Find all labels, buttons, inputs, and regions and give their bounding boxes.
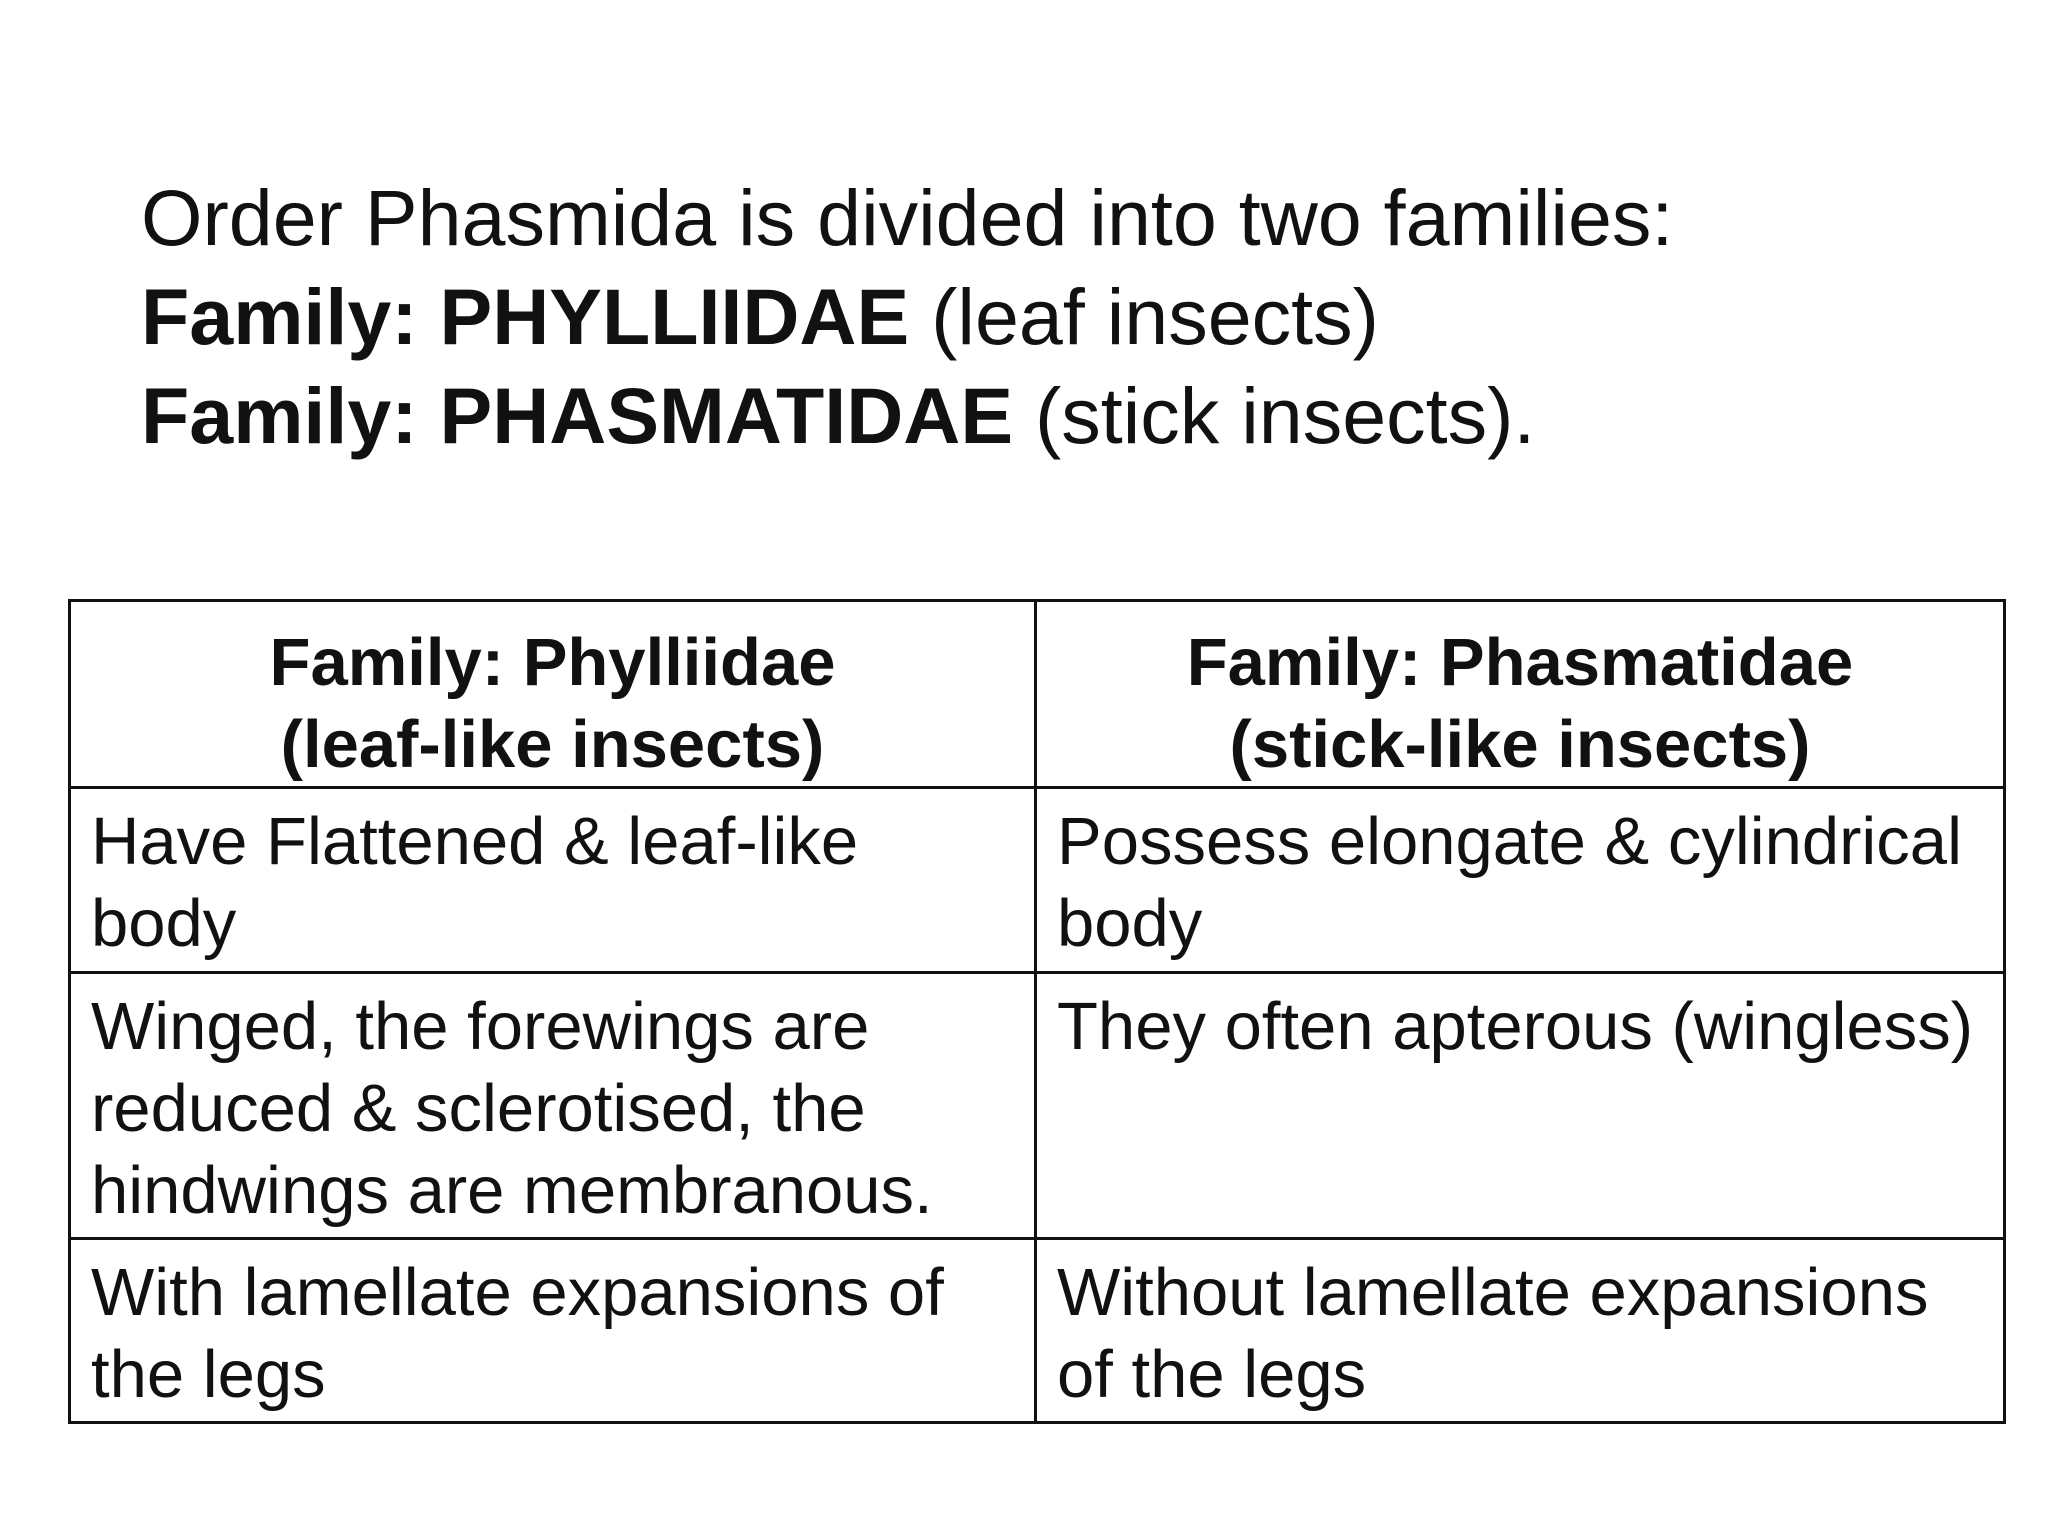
table-cell: Possess elongate & cylindrical body — [1036, 788, 2005, 973]
table-row — [70, 973, 2005, 1239]
header-phasmatidae-line-2: (stick-like insects) — [1229, 707, 1811, 782]
family-phasmatidae-note: (stick insects). — [1013, 371, 1536, 460]
family-phasmatidae-label: Family: PHASMATIDAE — [141, 371, 1014, 460]
intro-line-3 — [141, 366, 1673, 465]
header-phasmatidae — [1036, 601, 2005, 788]
header-phasmatidae-line-1: Family: Phasmatidae — [1186, 625, 1854, 700]
family-phylliidae-note: (leaf insects) — [909, 272, 1379, 361]
table-cell: With lamellate expansions of the legs — [70, 1239, 1036, 1423]
comparison-table — [68, 599, 2006, 1424]
table-row — [70, 788, 2005, 973]
table-cell: Winged, the forewings are reduced & sclerotised, the hindwings are membranous. — [70, 973, 1036, 1239]
table-row — [70, 1239, 2005, 1423]
table-header-row — [70, 601, 2005, 788]
header-phylliidae — [70, 601, 1036, 788]
table-cell: Without lamellate expansions of the legs — [1036, 1239, 2005, 1423]
intro-line-1: Order Phasmida is divided into two families: — [141, 173, 1674, 262]
table-cell: Have Flattened & leaf-like body — [70, 788, 1036, 973]
table-cell: They often apterous (wingless) — [1036, 973, 2005, 1239]
family-phylliidae-label: Family: PHYLLIIDAE — [141, 272, 910, 361]
intro-line-2 — [141, 267, 1673, 366]
intro-text — [141, 168, 1673, 465]
header-phylliidae-line-1: Family: Phylliidae — [269, 625, 836, 700]
header-phylliidae-line-2: (leaf-like insects) — [280, 707, 825, 782]
